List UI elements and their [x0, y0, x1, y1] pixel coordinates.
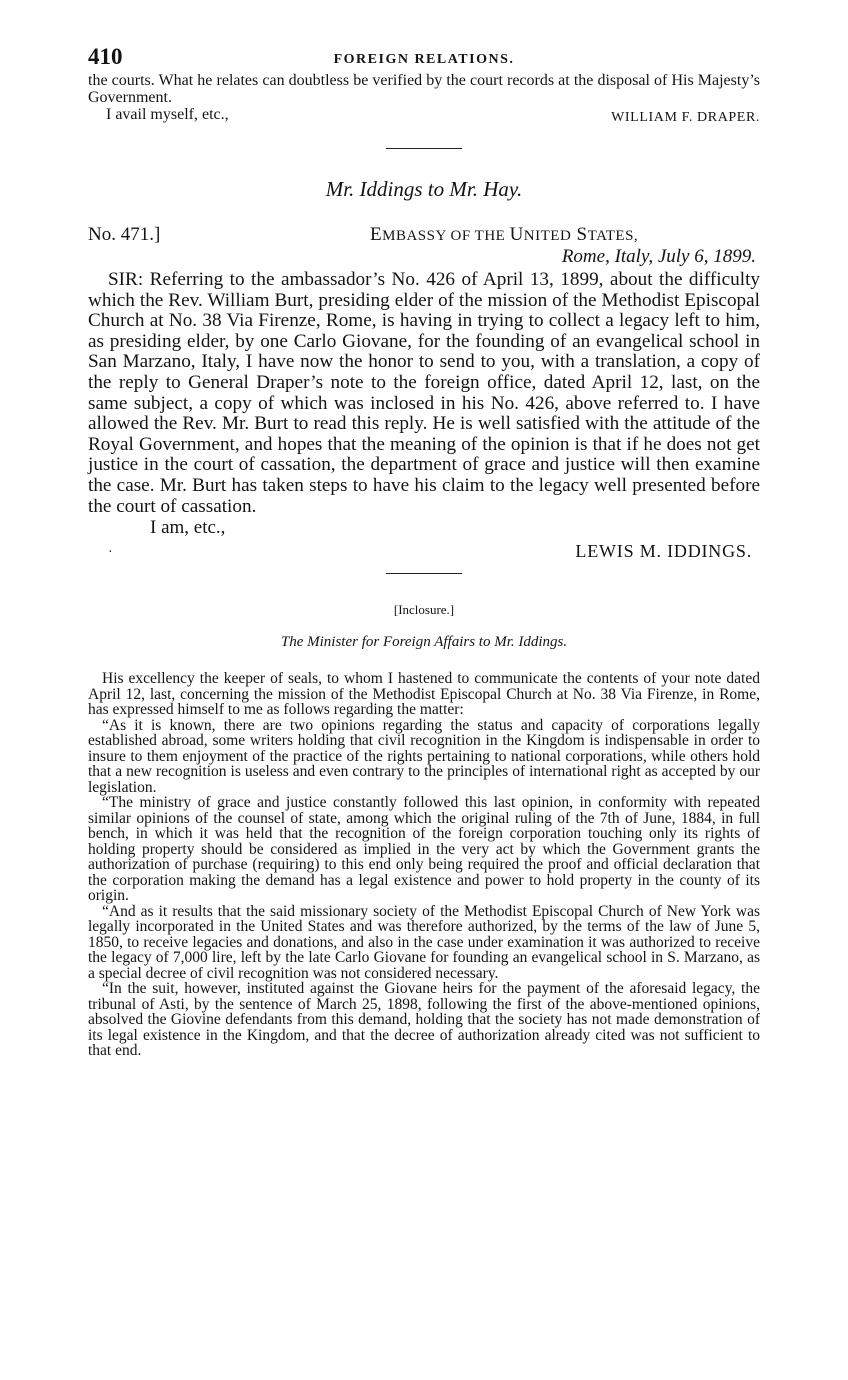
enclosure-label: [Inclosure.]	[393, 602, 455, 618]
document-page	[88, 40, 760, 1059]
section-divider	[386, 573, 462, 574]
enclosure-paragraph: “And as it results that the said missionary society of the Methodist Episcopal Church of New York was legally incorporated in the United States and was therefore authorized, by the terms of the law of June 5, 1850, to receive legacies and donations, and also in the case under examination it was authorized to receive the legacy of 7,000 lire, left by the late Carlo Giovane for founding an evangelical school in S. Marzano, as a special decree of civil recognition was not considered necessary.	[88, 902, 760, 982]
enclosure-paragraph: “In the suit, however, instituted against the Giovane heirs for the payment of the aforesaid legacy, the tribunal of Asti, by the sentence of March 25, 1898, following the first of the above-mentioned opinions, absolved the Giovine defendants from this demand, holding that the society has not made demonstration of its legal existence in the Kingdom, and that the decree of authorization already cited was not sufficient to that end.	[88, 980, 760, 1060]
sender-line	[370, 224, 638, 246]
sender-initial: S	[576, 224, 588, 245]
letter-heading: Mr. Iddings to Mr. Hay.	[325, 177, 523, 201]
enclosure-paragraph: His excellency the keeper of seals, to whom I hastened to communicate the contents of your note dated April 12, last, concerning the mission of the Methodist Episcopal Church at No. 38 Via Firenze, in Rome, has expressed himself to me as follows regarding the matter:	[88, 670, 760, 719]
letter-signature: LEWIS M. IDDINGS.	[575, 541, 752, 562]
letter-body-block	[88, 270, 760, 517]
sender-initial: U	[509, 224, 524, 245]
previous-letter-body: the courts. What he relates can doubtless be verified by the court records at the disposal of His Majesty’s Government.	[88, 72, 760, 106]
sender-part: NITED	[523, 228, 572, 244]
running-header	[88, 40, 760, 72]
sender-initial: E	[370, 224, 383, 245]
letter-closing-row	[88, 517, 760, 563]
letter-date: Rome, Italy, July 6, 1899.	[561, 246, 756, 267]
sender-part: MBASSY	[382, 228, 447, 244]
previous-letter-signature: WILLIAM F. DRAPER.	[611, 110, 760, 125]
letter-body: SIR: Referring to the ambassador’s No. 426 of April 13, 1899, about the difficulty which the Rev. William Burt, presiding elder of the mission of the Methodist Episcopal Church at No. 38 Via Firenze, Rome, is having in trying to collect a legacy left to him, as presiding elder, by one Carlo Giovane, for the founding of an evangelical school in San Marzano, Italy, I have now the honor to send to you, with a translation, a copy of the reply to General Draper’s note to the foreign office, dated April 12, last, on the same subject, a copy of which was inclosed in his No. 426, above referred to. I have allowed the Rev. Mr. Burt to read this reply. He is well satisfied with the attitude of the Royal Government, and hopes that the meaning of the opinion is that if he does not get justice in the court of cassation, the department of grace and justice will then examine the case. Mr. Burt has taken steps to have his claim to the legacy well presented before the court of cassation.	[88, 269, 760, 517]
sender-part: TATES,	[587, 228, 639, 244]
previous-letter-closing-row	[88, 106, 760, 128]
page-number: 410	[88, 44, 123, 69]
previous-letter-end	[88, 72, 760, 106]
section-divider	[386, 148, 462, 149]
letter-closing: I am, etc.,	[150, 517, 226, 539]
enclosure-paragraph: “The ministry of grace and justice constantly followed this last opinion, in conformity with repeated similar opinions of the counsel of state, among which the original ruling of the 7th of June, 1884, in full bench, in which it was held that the recognition of the foreign corporation touching only its rights of holding property should be considered as implied in the very act by which the Government grants the authorization of purchase (requiring) to this end only being required the proof and official declaration that the corporation making the demand has a legal existence and power to hold property in the county of its origin.	[88, 794, 760, 905]
letter-number: No. 471.]	[88, 224, 161, 245]
enclosure-title: The Minister for Foreign Affairs to Mr. Iddings.	[280, 634, 568, 651]
enclosure-body	[88, 671, 760, 1059]
stray-mark: ·	[108, 545, 113, 561]
sender-part: OF THE	[446, 228, 510, 244]
letter-dateline	[88, 222, 760, 270]
enclosure-paragraph: “As it is known, there are two opinions regarding the status and capacity of corporations legally established abroad, some writers holding that civil recognition in the Kingdom is indispensable in order to insure to them enjoyment of the practice of the rights pertaining to national corporations, while others hold that a new recognition is useless and even contrary to the principles of international right as accepted by our legislation.	[88, 716, 760, 796]
previous-letter-closing: I avail myself, etc.,	[106, 106, 229, 123]
running-title: FOREIGN RELATIONS.	[333, 52, 515, 67]
